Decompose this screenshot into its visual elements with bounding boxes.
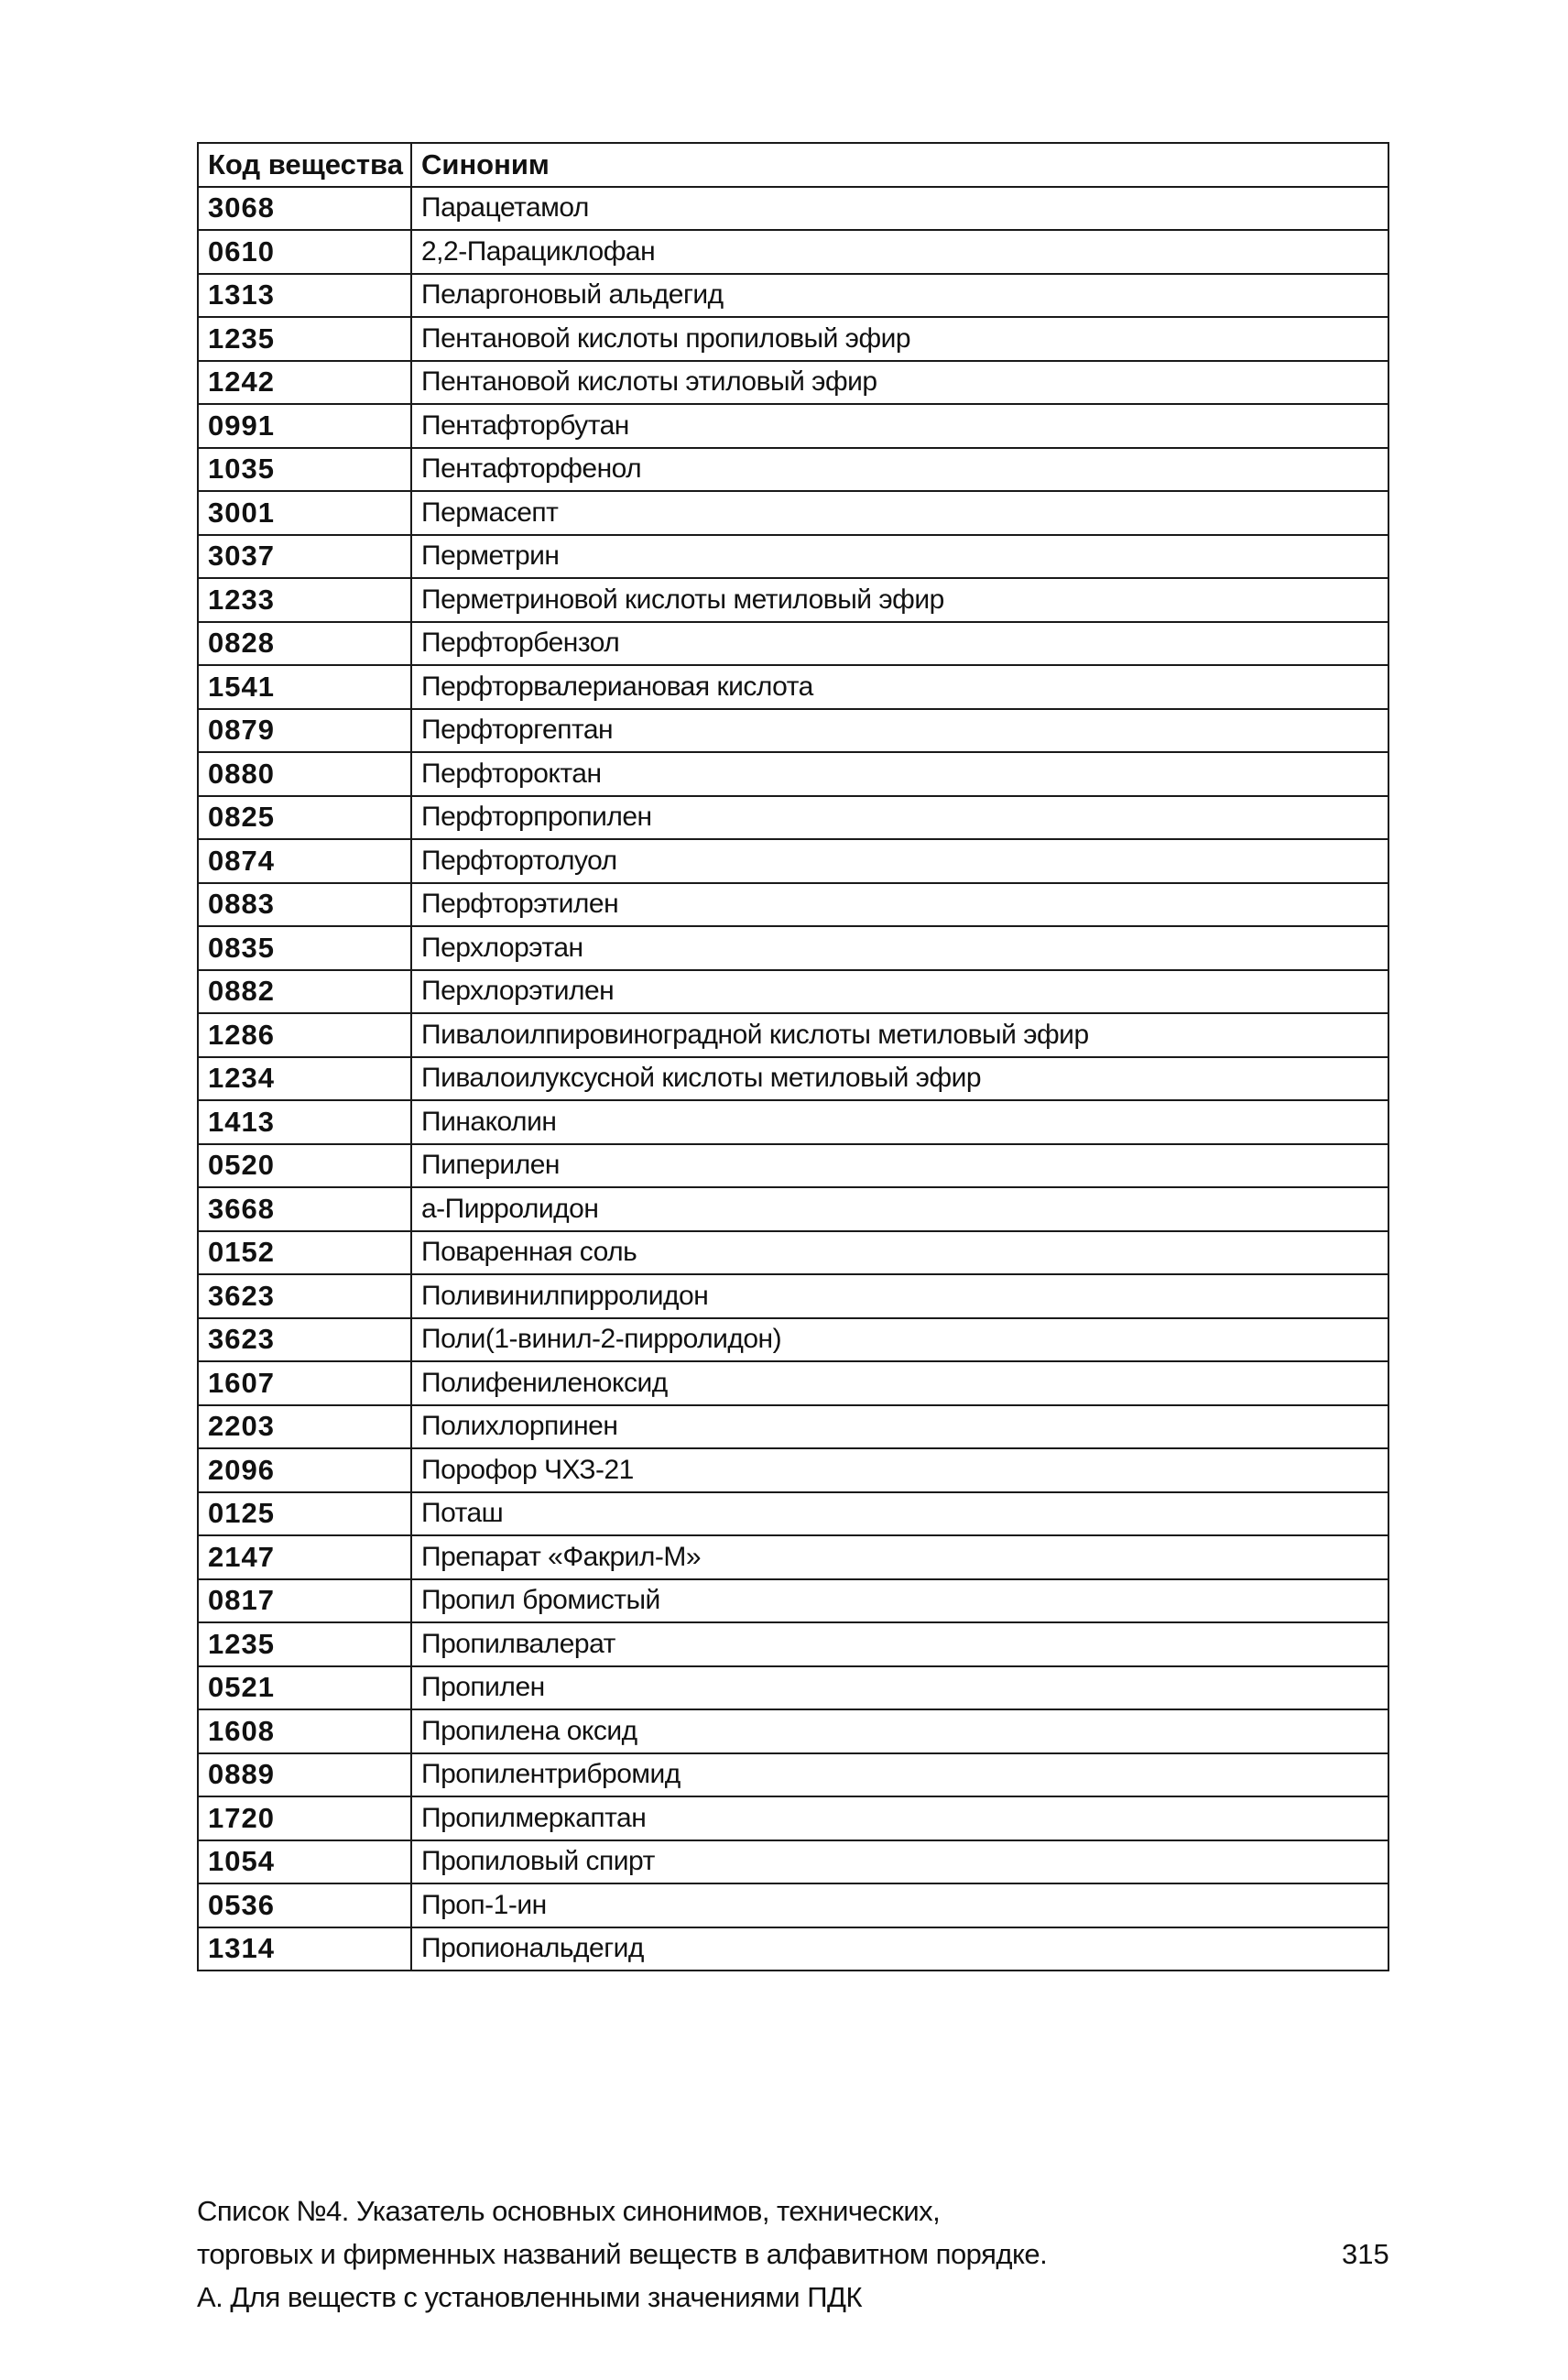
table-row	[198, 1274, 1388, 1318]
table-row	[198, 1492, 1388, 1536]
substance-code-cell: 0889	[198, 1753, 411, 1797]
substance-code-cell: 1234	[198, 1057, 411, 1101]
table-row	[198, 404, 1388, 448]
table-row	[198, 926, 1388, 970]
table-row	[198, 1057, 1388, 1101]
synonym-cell: Пропилвалерат	[411, 1622, 1388, 1666]
substance-code-cell: 0521	[198, 1666, 411, 1710]
synonym-cell: а-Пирролидон	[411, 1187, 1388, 1231]
synonym-cell: Перхлорэтан	[411, 926, 1388, 970]
table-row	[198, 1318, 1388, 1362]
table-row	[198, 1622, 1388, 1666]
synonym-cell: Пентановой кислоты этиловый эфир	[411, 361, 1388, 405]
synonym-cell: 2,2-Парациклофан	[411, 230, 1388, 274]
substance-code-cell: 0125	[198, 1492, 411, 1536]
synonym-cell: Перфтороктан	[411, 752, 1388, 796]
table-row	[198, 839, 1388, 883]
substance-code-cell: 2147	[198, 1535, 411, 1579]
synonym-cell: Перфторгептан	[411, 709, 1388, 753]
table-row	[198, 1535, 1388, 1579]
table-row	[198, 622, 1388, 666]
synonym-cell: Поли(1-винил-2-пирролидон)	[411, 1318, 1388, 1362]
table-row	[198, 665, 1388, 709]
substance-code-cell: 1607	[198, 1361, 411, 1405]
substance-code-cell: 1235	[198, 317, 411, 361]
table-row	[198, 230, 1388, 274]
substance-code-cell: 0825	[198, 796, 411, 840]
substance-code-cell: 1314	[198, 1927, 411, 1971]
synonym-cell: Пропилен	[411, 1666, 1388, 1710]
substance-code-cell: 1720	[198, 1796, 411, 1840]
synonym-cell: Перметрин	[411, 535, 1388, 579]
synonym-cell: Перхлорэтилен	[411, 970, 1388, 1014]
table-row	[198, 274, 1388, 318]
table-row	[198, 1100, 1388, 1144]
substance-code-cell: 0828	[198, 622, 411, 666]
table-row	[198, 578, 1388, 622]
synonym-cell: Поваренная соль	[411, 1231, 1388, 1275]
substance-code-cell: 0880	[198, 752, 411, 796]
substance-code-cell: 3623	[198, 1274, 411, 1318]
synonym-cell: Пинаколин	[411, 1100, 1388, 1144]
table-row	[198, 317, 1388, 361]
synonym-cell: Пиперилен	[411, 1144, 1388, 1188]
synonym-cell: Пропил бромистый	[411, 1579, 1388, 1623]
synonym-cell: Перфторэтилен	[411, 883, 1388, 927]
synonym-cell: Полихлорпинен	[411, 1405, 1388, 1449]
substance-code-cell: 1286	[198, 1013, 411, 1057]
table-row	[198, 1666, 1388, 1710]
synonym-cell: Препарат «Факрил-М»	[411, 1535, 1388, 1579]
synonyms-table	[197, 142, 1389, 1971]
table-row	[198, 709, 1388, 753]
substance-code-cell: 1413	[198, 1100, 411, 1144]
table-row	[198, 1753, 1388, 1797]
table-row	[198, 1840, 1388, 1884]
synonym-cell: Пентафторфенол	[411, 448, 1388, 492]
synonym-cell: Порофор ЧХЗ-21	[411, 1448, 1388, 1492]
synonym-cell: Пропилентрибромид	[411, 1753, 1388, 1797]
table-header-row	[198, 143, 1388, 187]
synonym-cell: Пентафторбутан	[411, 404, 1388, 448]
table-row	[198, 1361, 1388, 1405]
table-row	[198, 187, 1388, 231]
synonym-cell: Парацетамол	[411, 187, 1388, 231]
substance-code-cell: 0874	[198, 839, 411, 883]
page-footer-caption	[197, 2189, 1388, 2319]
synonym-cell: Перметриновой кислоты метиловый эфир	[411, 578, 1388, 622]
table-body	[198, 187, 1388, 1971]
synonym-cell: Пропилмеркаптан	[411, 1796, 1388, 1840]
substance-code-cell: 3668	[198, 1187, 411, 1231]
table-row	[198, 796, 1388, 840]
substance-code-cell: 1313	[198, 274, 411, 318]
substance-code-cell: 3623	[198, 1318, 411, 1362]
synonym-cell: Перфторвалериановая кислота	[411, 665, 1388, 709]
table-row	[198, 1883, 1388, 1927]
column-header-synonym: Синоним	[411, 143, 1388, 187]
synonym-cell: Пропиональдегид	[411, 1927, 1388, 1971]
substance-code-cell: 0991	[198, 404, 411, 448]
synonym-cell: Пропиловый спирт	[411, 1840, 1388, 1884]
synonym-cell: Пропилена оксид	[411, 1709, 1388, 1753]
substance-code-cell: 1233	[198, 578, 411, 622]
column-header-code: Код вещества	[198, 143, 411, 187]
substance-code-cell: 1541	[198, 665, 411, 709]
table-row	[198, 1013, 1388, 1057]
substance-code-cell: 1235	[198, 1622, 411, 1666]
table-row	[198, 1405, 1388, 1449]
substance-code-cell: 1608	[198, 1709, 411, 1753]
table-row	[198, 1796, 1388, 1840]
substance-code-cell: 0879	[198, 709, 411, 753]
substance-code-cell: 3068	[198, 187, 411, 231]
substance-code-cell: 0536	[198, 1883, 411, 1927]
substance-code-cell: 2096	[198, 1448, 411, 1492]
footer-caption-line: торговых и фирменных названий веществ в алфавитном порядке.	[197, 2238, 1048, 2270]
synonym-cell: Проп-1-ин	[411, 1883, 1388, 1927]
synonym-cell: Пермасепт	[411, 491, 1388, 535]
table-row	[198, 1144, 1388, 1188]
table-row	[198, 535, 1388, 579]
substance-code-cell: 0817	[198, 1579, 411, 1623]
table-row	[198, 883, 1388, 927]
substance-code-cell: 0152	[198, 1231, 411, 1275]
synonym-cell: Полифениленоксид	[411, 1361, 1388, 1405]
synonym-cell: Поливинилпирролидон	[411, 1274, 1388, 1318]
table-row	[198, 491, 1388, 535]
table-row	[198, 1187, 1388, 1231]
table-row	[198, 448, 1388, 492]
synonym-cell: Поташ	[411, 1492, 1388, 1536]
table-row	[198, 1579, 1388, 1623]
synonym-cell: Перфторбензол	[411, 622, 1388, 666]
substance-code-cell: 3001	[198, 491, 411, 535]
synonym-cell: Пентановой кислоты пропиловый эфир	[411, 317, 1388, 361]
table-row	[198, 361, 1388, 405]
table-row	[198, 752, 1388, 796]
synonym-cell: Пивалоилпировиноградной кислоты метиловый эфир	[411, 1013, 1388, 1057]
substance-code-cell: 1035	[198, 448, 411, 492]
footer-caption-line: Список №4. Указатель основных синонимов, технических,	[197, 2195, 941, 2227]
synonym-cell: Пивалоилуксусной кислоты метиловый эфир	[411, 1057, 1388, 1101]
substance-code-cell: 1054	[198, 1840, 411, 1884]
substance-code-cell: 2203	[198, 1405, 411, 1449]
synonym-cell: Перфтортолуол	[411, 839, 1388, 883]
substance-code-cell: 0882	[198, 970, 411, 1014]
substance-code-cell: 0520	[198, 1144, 411, 1188]
synonym-cell: Пеларгоновый альдегид	[411, 274, 1388, 318]
table-row	[198, 1709, 1388, 1753]
substance-code-cell: 0610	[198, 230, 411, 274]
table-row	[198, 1927, 1388, 1971]
page-number: 315	[1342, 2238, 1389, 2270]
footer-caption-line: А. Для веществ с установленными значениями ПДК	[197, 2281, 863, 2313]
substance-code-cell: 0883	[198, 883, 411, 927]
substance-code-cell: 1242	[198, 361, 411, 405]
table-row	[198, 970, 1388, 1014]
substance-code-cell: 0835	[198, 926, 411, 970]
synonym-cell: Перфторпропилен	[411, 796, 1388, 840]
substance-code-cell: 3037	[198, 535, 411, 579]
table-row	[198, 1448, 1388, 1492]
table-row	[198, 1231, 1388, 1275]
